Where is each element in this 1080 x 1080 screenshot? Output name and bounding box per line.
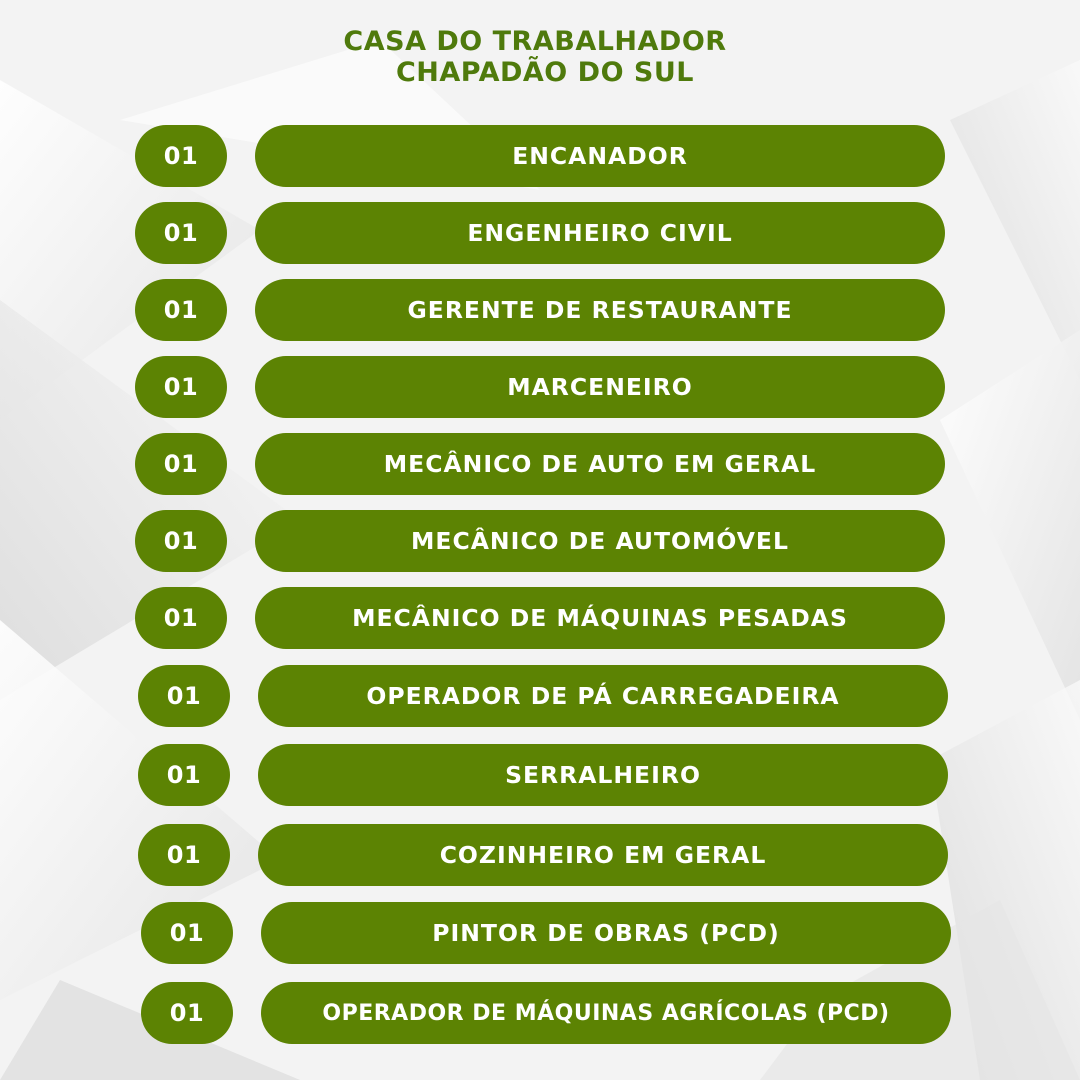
vacancy-count-badge: 01 <box>141 982 233 1044</box>
vacancy-count-badge: 01 <box>135 356 227 418</box>
job-title-pill: MECÂNICO DE AUTO EM GERAL <box>255 433 945 495</box>
job-title-pill: PINTOR DE OBRAS (PCD) <box>261 902 951 964</box>
job-title-pill: MECÂNICO DE AUTOMÓVEL <box>255 510 945 572</box>
title-line-1: CASA DO TRABALHADOR <box>343 26 727 57</box>
vacancy-count-badge: 01 <box>135 433 227 495</box>
vacancy-count-badge: 01 <box>135 279 227 341</box>
vacancy-count-badge: 01 <box>141 902 233 964</box>
vacancy-count-badge: 01 <box>138 824 230 886</box>
vacancy-count-badge: 01 <box>135 202 227 264</box>
job-title-pill: MARCENEIRO <box>255 356 945 418</box>
job-title-pill: OPERADOR DE MÁQUINAS AGRÍCOLAS (PCD) <box>261 982 951 1044</box>
job-title-pill: MECÂNICO DE MÁQUINAS PESADAS <box>255 587 945 649</box>
vacancy-count-badge: 01 <box>138 744 230 806</box>
job-title-pill: OPERADOR DE PÁ CARREGADEIRA <box>258 665 948 727</box>
vacancy-count-badge: 01 <box>135 125 227 187</box>
vacancy-count-badge: 01 <box>135 587 227 649</box>
title-line-2: CHAPADÃO DO SUL <box>395 57 694 88</box>
job-title-pill: COZINHEIRO EM GERAL <box>258 824 948 886</box>
vacancy-count-badge: 01 <box>135 510 227 572</box>
vacancy-count-badge: 01 <box>138 665 230 727</box>
job-title-pill: ENGENHEIRO CIVIL <box>255 202 945 264</box>
job-title-pill: GERENTE DE RESTAURANTE <box>255 279 945 341</box>
job-title-pill: SERRALHEIRO <box>258 744 948 806</box>
job-title-pill: ENCANADOR <box>255 125 945 187</box>
